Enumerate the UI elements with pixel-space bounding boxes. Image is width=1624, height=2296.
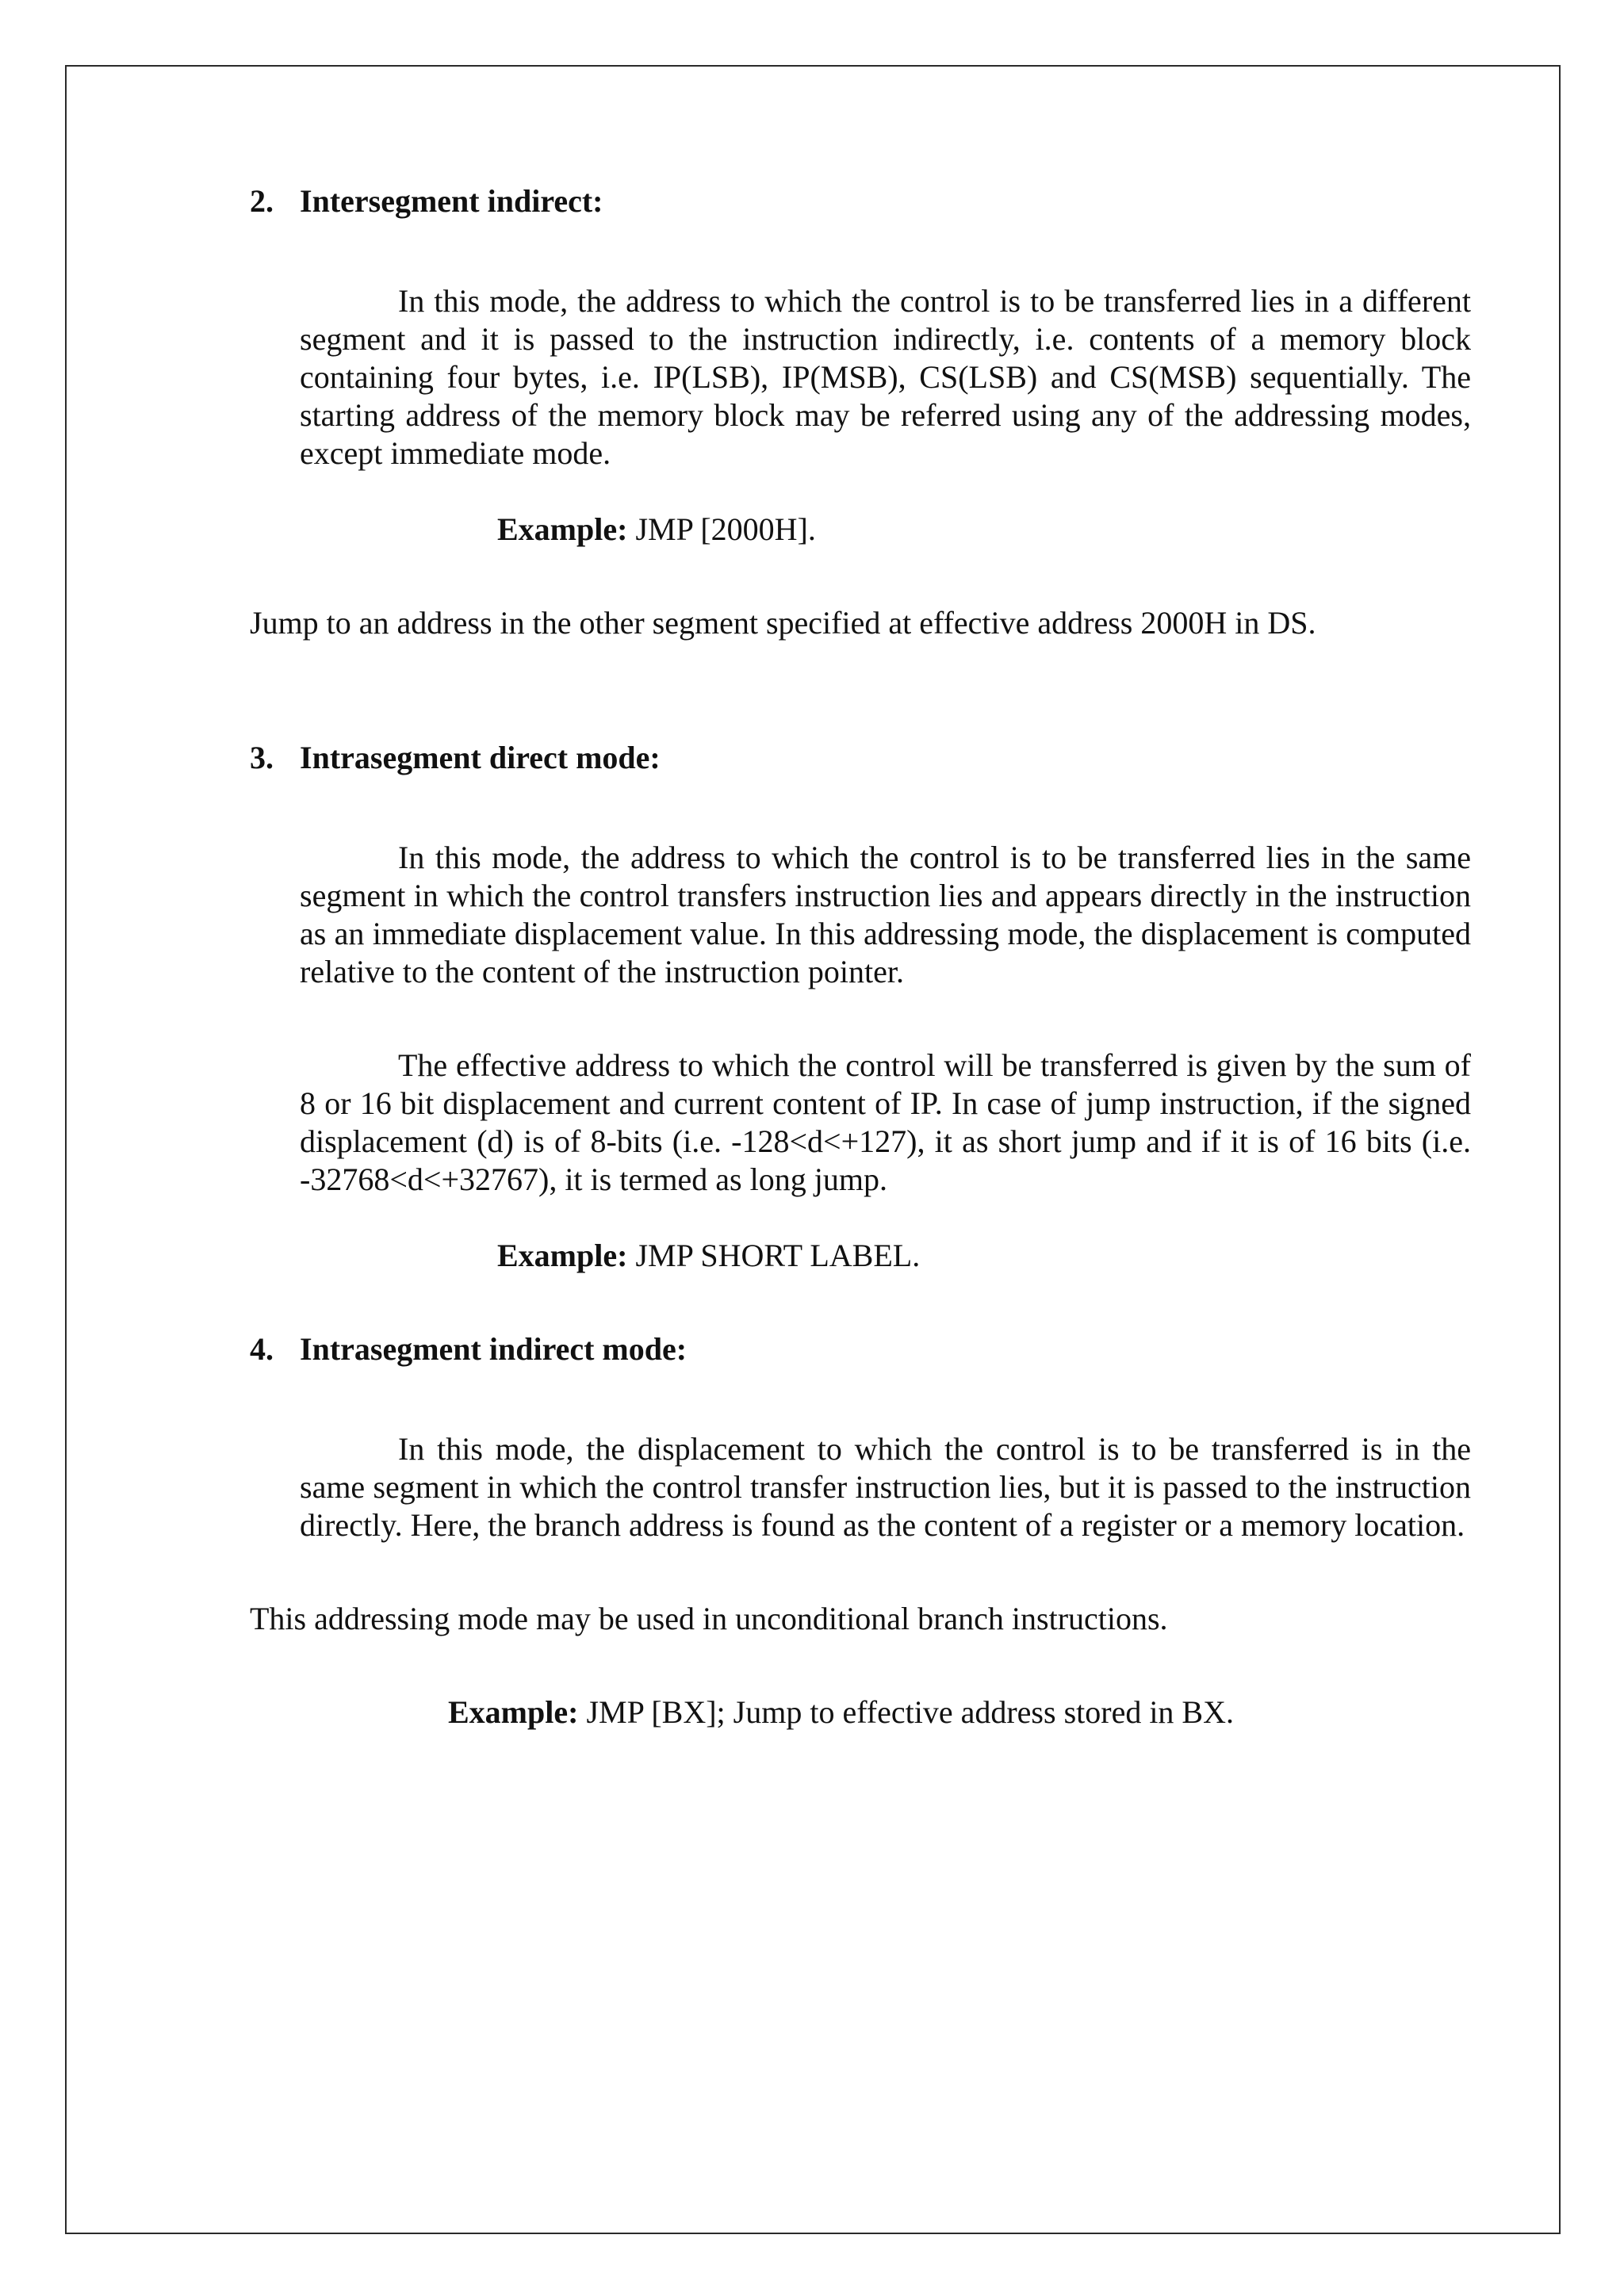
paragraph: In this mode, the displacement to which the control is to be transferred is in the same segment in which the control transfer instruction lies, but it is passed to the instruction directly. Here, the branch address is found as the content of a register or a memory location. <box>300 1431 1471 1543</box>
example-line <box>497 511 1471 549</box>
section-number: 2. <box>250 183 274 219</box>
example-label: Example: <box>497 511 628 547</box>
example-label: Example: <box>497 1238 628 1273</box>
example-label: Example: <box>448 1694 579 1730</box>
paragraph-note: Jump to an address in the other segment specified at effective address 2000H in DS. <box>250 605 1316 641</box>
example-text: JMP SHORT LABEL. <box>627 1238 921 1273</box>
section-heading-2 <box>250 182 1471 220</box>
paragraph: The effective address to which the control will be transferred is given by the sum of 8 or 16 bit displacement and current content of IP. In case of jump instruction, if the signed displacement (d) is of 8-bits (i.e. -128<d<+127), it as short jump and if it is of 16 bits (i.e. -32768<d<+32767), it is termed as long jump. <box>300 1047 1471 1197</box>
section-heading-4 <box>250 1330 1471 1368</box>
example-text: JMP [BX]; Jump to effective address stored in BX. <box>578 1694 1234 1730</box>
document-body <box>250 182 1471 1732</box>
paragraph: In this mode, the address to which the control is to be transferred lies in the same segment in which the control transfers instruction lies and appears directly in the instruction as an immediate displacement value. In this addressing mode, the displacement is computed relative to the content of the instruction pointer. <box>300 840 1471 989</box>
paragraph: In this mode, the address to which the control is to be transferred lies in a different segment and it is passed to the instruction indirectly, i.e. contents of a memory block containing four bytes, i.e. IP(LSB), IP(MSB), CS(LSB) and CS(MSB) sequentially. The starting address of the memory block may be referred using any of the addressing modes, except immediate mode. <box>300 283 1471 471</box>
section-title: Intrasegment indirect mode: <box>300 1331 688 1367</box>
example-line <box>448 1693 1471 1732</box>
section-title: Intersegment indirect: <box>300 183 603 219</box>
section-number: 3. <box>250 740 274 775</box>
example-text: JMP [2000H]. <box>627 511 816 547</box>
section-number: 4. <box>250 1331 274 1367</box>
paragraph-note: This addressing mode may be used in unconditional branch instructions. <box>250 1601 1168 1636</box>
example-line <box>497 1237 1471 1275</box>
section-heading-3 <box>250 739 1471 777</box>
section-title: Intrasegment direct mode: <box>300 740 661 775</box>
